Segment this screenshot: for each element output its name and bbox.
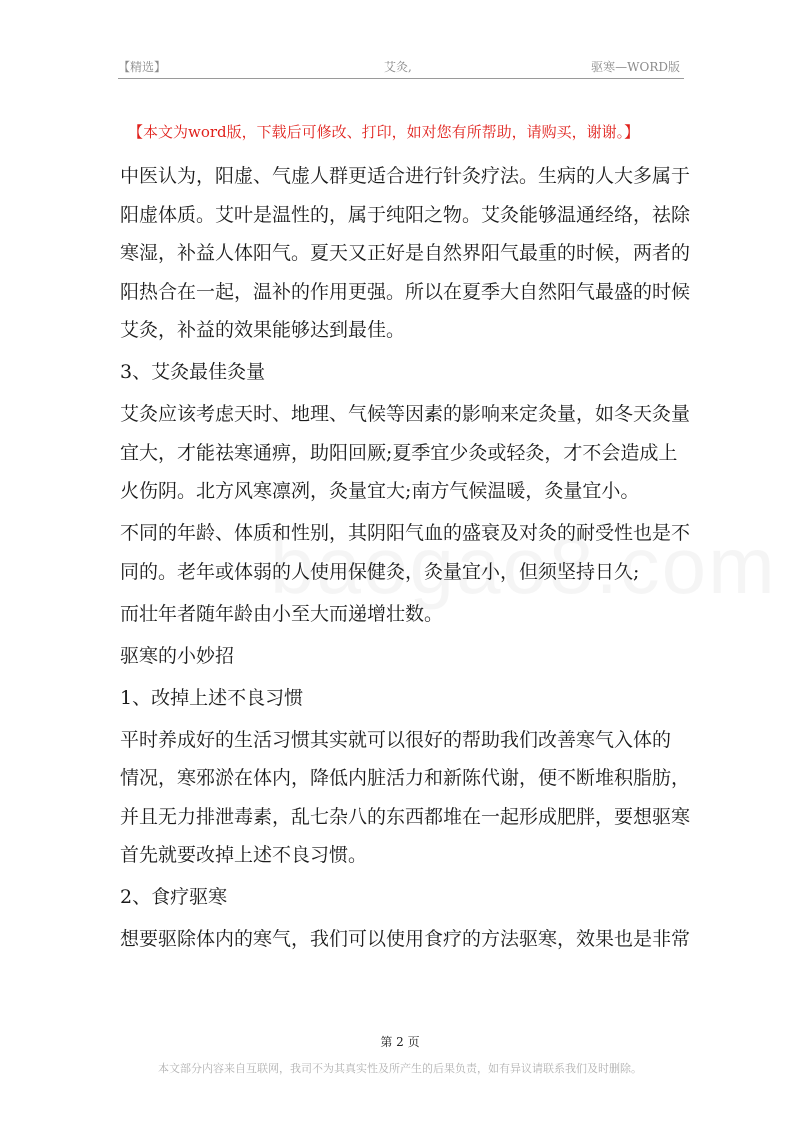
text-line: 3、艾灸最佳灸量 bbox=[120, 361, 266, 383]
text-line: 2、食疗驱寒 bbox=[120, 886, 228, 908]
text-line: 首先就要改掉上述不良习惯。 bbox=[120, 844, 368, 866]
header-right-label: 驱寒—WORD版 bbox=[591, 60, 680, 74]
text-line: 不同的年龄、体质和性别，其阴阳气血的盛衰及对灸的耐受性也是不 bbox=[120, 522, 691, 544]
text-line: 宜大，才能祛寒通痹，助阳回厥;夏季宜少灸或轻灸，才不会造成上 bbox=[120, 441, 678, 464]
text-line: 平时养成好的生活习惯其实就可以很好的帮助我们改善寒气入体的 bbox=[120, 728, 672, 751]
footer-disclaimer: 本文部分内容来自互联网，我司不为其真实性及所产生的后果负责，如有异议请联系我们及时删除。 bbox=[158, 1062, 642, 1075]
page-header bbox=[118, 58, 684, 79]
text-line: 而壮年者随年龄由小至大而递增壮数。 bbox=[120, 602, 444, 625]
text-line: 艾灸应该考虑天时、地理、气候等因素的影响来定灸量，如冬天灸量 bbox=[120, 403, 691, 425]
text-line: 阳虚体质。艾叶是温性的，属于纯阳之物。艾灸能够温通经络，祛除 bbox=[120, 203, 691, 226]
purchase-notice: 【本文为word版，下载后可修改、打印，如对您有所帮助，请购买，谢谢。】 bbox=[128, 123, 640, 141]
text-line: 火伤阴。北方风寒凛冽，灸量宜大;南方气候温暖，灸量宜小。 bbox=[120, 480, 640, 502]
header-center-title: 艾灸, bbox=[384, 60, 412, 74]
text-line: 驱寒的小妙招 bbox=[120, 644, 235, 667]
text-line: 阳热合在一起，温补的作用更强。所以在夏季大自然阳气最盛的时候 bbox=[120, 280, 691, 303]
text-line: 想要驱除体内的寒气，我们可以使用食疗的方法驱寒，效果也是非常 bbox=[120, 928, 691, 950]
text-line: 艾灸，补益的效果能够达到最佳。 bbox=[120, 319, 406, 341]
header-left-tag: 【精选】 bbox=[118, 60, 167, 74]
text-line: 情况，寒邪淤在体内，降低内脏活力和新陈代谢，便不断堆积脂肪， bbox=[120, 767, 691, 789]
text-line: 并且无力排泄毒素，乱七杂八的东西都堆在一起形成肥胖，要想驱寒 bbox=[120, 805, 691, 828]
text-line: 1、改掉上述不良习惯 bbox=[120, 686, 304, 709]
text-line: 同的。老年或体弱的人使用保健灸，灸量宜小，但须坚持日久; bbox=[120, 560, 640, 583]
text-line: 寒湿，补益人体阳气。夏天又正好是自然界阳气最重的时候，两者的 bbox=[120, 242, 691, 264]
text-line: 中医认为，阳虚、气虚人群更适合进行针灸疗法。生病的人大多属于 bbox=[120, 165, 691, 187]
page-number: 第 2 页 bbox=[380, 1035, 420, 1049]
